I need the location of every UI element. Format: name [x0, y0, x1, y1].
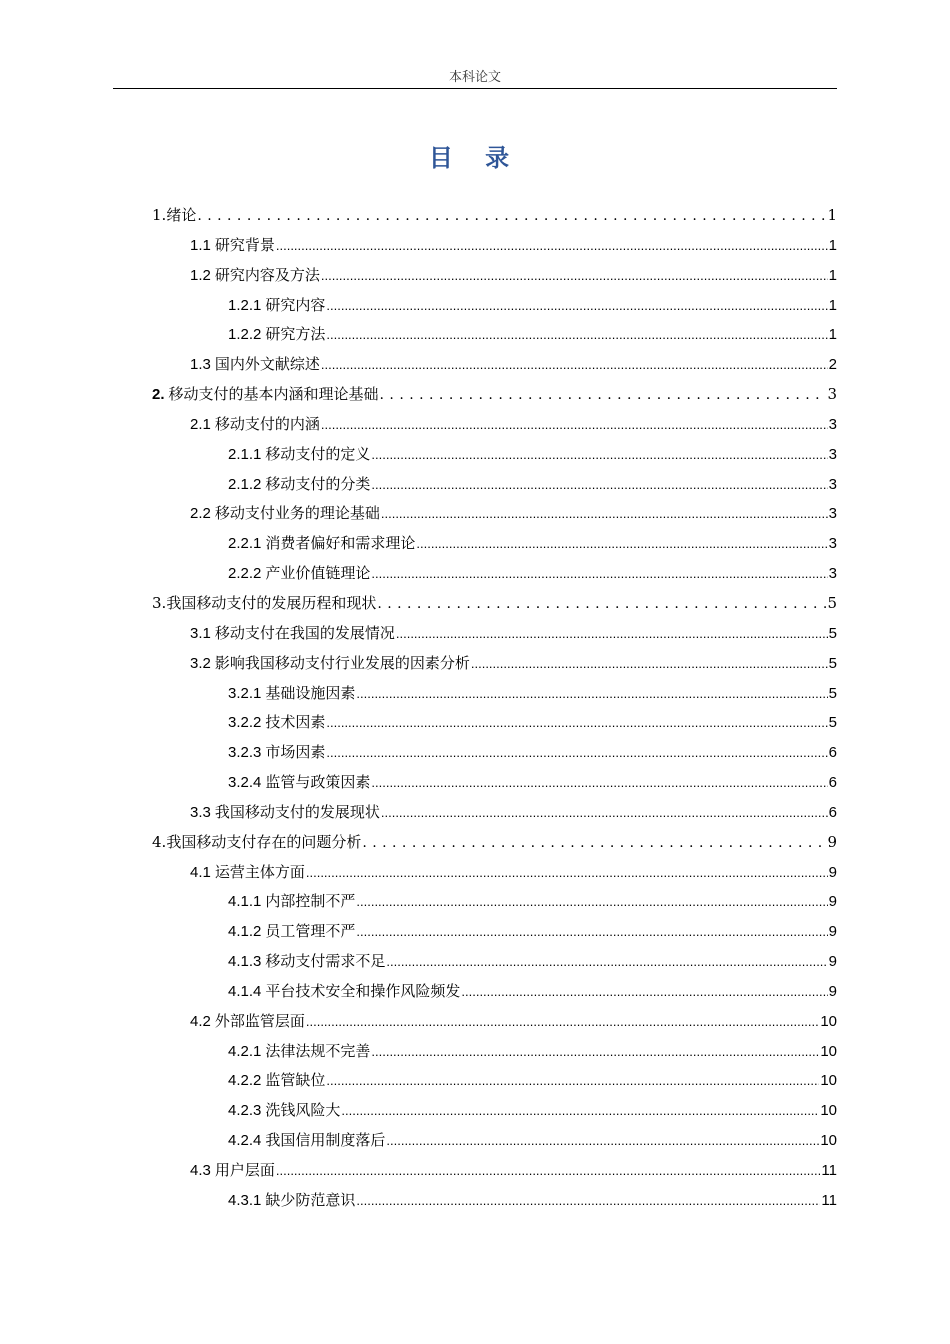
toc-entry-title: 移动支付的分类: [265, 474, 371, 493]
toc-entry-title: 移动支付的定义: [265, 444, 371, 463]
toc-entry[interactable]: [152, 708, 837, 738]
toc-entry[interactable]: [152, 619, 837, 649]
toc-entry-page: 1: [828, 266, 837, 284]
toc-entry-number: 1.2.1: [228, 296, 262, 314]
toc-dot-leader: [326, 708, 827, 738]
toc-entry-title: 我国信用制度落后: [265, 1131, 386, 1150]
toc-entry-number: 4.1: [190, 863, 211, 881]
toc-dot-leader: [276, 231, 828, 261]
toc-entry-number: 2.1.2: [228, 475, 262, 493]
toc-entry-number: 4.3.1: [228, 1191, 262, 1209]
toc-entry-page: 9: [828, 893, 837, 911]
toc-entry[interactable]: [152, 410, 837, 440]
toc-entry-page: 3: [828, 565, 837, 583]
toc-entry-number: 1.3: [190, 356, 211, 374]
toc-entry-number: 1.2.2: [228, 326, 262, 344]
toc-entry[interactable]: [152, 738, 837, 768]
table-of-contents: [152, 201, 837, 1216]
toc-entry-page: 2: [828, 356, 837, 374]
toc-entry[interactable]: [152, 1007, 837, 1037]
toc-entry-title: 市场因素: [265, 743, 326, 762]
toc-dot-leader: [371, 470, 827, 500]
toc-entry-title: 运营主体方面: [214, 862, 305, 881]
toc-entry-page: 10: [820, 1012, 837, 1030]
toc-entry[interactable]: [152, 350, 837, 380]
toc-dot-leader: [471, 649, 828, 679]
toc-entry-title: 监管缺位: [265, 1071, 326, 1090]
toc-entry-title: 国内外文献综述: [214, 355, 320, 374]
toc-entry-title: 影响我国移动支付行业发展的因素分析: [214, 653, 470, 672]
toc-dot-leader: [356, 679, 827, 709]
toc-entry-title: 我国移动支付存在的问题分析: [166, 832, 362, 851]
toc-entry-title: 内部控制不严: [265, 892, 356, 911]
toc-entry[interactable]: [152, 1037, 837, 1067]
toc-dot-leader: [321, 350, 828, 380]
toc-title: 目 录: [428, 144, 522, 172]
toc-entry-number: 2.1: [190, 415, 211, 433]
toc-entry[interactable]: [152, 1126, 837, 1156]
toc-entry-page: 6: [828, 803, 837, 821]
toc-entry-number: 3.2.4: [228, 774, 262, 792]
toc-entry-title: 洗钱风险大: [265, 1101, 341, 1120]
toc-entry[interactable]: [152, 649, 837, 679]
toc-entry-page: 1: [828, 326, 837, 344]
toc-dot-leader: [326, 320, 827, 350]
toc-entry-title: 绪论: [166, 206, 197, 224]
toc-dot-leader: [371, 559, 827, 589]
toc-entry-page: 10: [820, 1042, 837, 1060]
toc-entry-title: 移动支付业务的理论基础: [214, 504, 380, 523]
toc-entry[interactable]: [152, 1066, 837, 1096]
toc-entry[interactable]: [152, 1186, 837, 1216]
toc-entry-number: 4.1.1: [228, 893, 262, 911]
toc-entry-number: 4.2: [190, 1012, 211, 1030]
toc-entry-title: 我国移动支付的发展现状: [214, 802, 380, 821]
toc-entry-number: 3.3: [190, 803, 211, 821]
toc-entry[interactable]: [152, 768, 837, 798]
toc-entry-title: 外部监管层面: [214, 1011, 305, 1030]
toc-entry-page: 1: [827, 206, 837, 224]
toc-dot-leader: [326, 1066, 819, 1096]
toc-dot-leader: [306, 858, 828, 888]
toc-entry-page: 5: [828, 624, 837, 642]
toc-dot-leader: [356, 887, 827, 917]
toc-entry[interactable]: [152, 589, 837, 619]
toc-entry-page: 9: [828, 923, 837, 941]
toc-entry-title: 研究内容及方法: [214, 265, 320, 284]
toc-entry[interactable]: [152, 977, 837, 1007]
toc-entry-number: 4.1.2: [228, 923, 262, 941]
toc-entry[interactable]: [152, 1096, 837, 1126]
toc-entry-title: 消费者偏好和需求理论: [265, 534, 416, 553]
toc-entry[interactable]: [152, 917, 837, 947]
toc-entry-number: 3.2: [190, 654, 211, 672]
toc-entry-title: 我国移动支付的发展历程和现状: [166, 593, 377, 612]
toc-dot-leader: [276, 1156, 821, 1186]
toc-dot-leader: [416, 529, 827, 559]
toc-entry-page: 3: [828, 445, 837, 463]
toc-entry-page: 5: [828, 684, 837, 702]
toc-entry-title: 移动支付在我国的发展情况: [214, 623, 395, 642]
toc-entry-page: 1: [828, 236, 837, 254]
toc-entry[interactable]: [152, 440, 837, 470]
toc-entry-page: 11: [821, 1162, 837, 1179]
toc-entry-page: 1: [828, 296, 837, 314]
toc-entry[interactable]: [152, 291, 837, 321]
toc-dot-leader: [356, 917, 827, 947]
toc-dot-leader: [386, 947, 827, 977]
toc-entry-number: 4.2.3: [228, 1102, 262, 1120]
toc-entry-page: 3: [828, 415, 837, 433]
toc-entry-title: 产业价值链理论: [265, 564, 371, 583]
toc-entry[interactable]: [152, 679, 837, 709]
toc-entry-number: 3.1: [190, 624, 211, 642]
toc-entry[interactable]: [152, 828, 837, 858]
toc-entry-number: 2.: [152, 386, 165, 404]
toc-dot-leader: [326, 738, 827, 768]
toc-dot-leader: [371, 1037, 819, 1067]
toc-entry[interactable]: [152, 470, 837, 500]
toc-entry-page: 6: [828, 774, 837, 792]
toc-entry-page: 10: [820, 1102, 837, 1120]
toc-entry-number: 2.2.1: [228, 535, 262, 553]
toc-dot-leader: [381, 499, 828, 529]
toc-entry-page: 3: [828, 475, 837, 493]
toc-dot-leader: [396, 619, 828, 649]
toc-entry-title: 研究背景: [214, 235, 275, 254]
toc-entry[interactable]: [152, 261, 837, 291]
toc-entry-title: 研究方法: [265, 325, 326, 344]
toc-entry-page: 6: [828, 744, 837, 762]
toc-entry[interactable]: [152, 1156, 837, 1186]
toc-entry-number: 4.1.4: [228, 982, 262, 1000]
toc-entry[interactable]: [152, 529, 837, 559]
toc-entry-number: 4.1.3: [228, 953, 262, 971]
toc-entry-page: 9: [828, 982, 837, 1000]
toc-entry-number: 4.3: [190, 1162, 211, 1179]
toc-entry-number: 1.: [152, 206, 167, 224]
toc-dot-leader: [386, 1126, 819, 1156]
toc-entry-number: 2.2: [190, 505, 211, 523]
toc-dot-leader: [381, 798, 828, 828]
toc-entry-title: 研究内容: [265, 295, 326, 314]
toc-entry-page: 5: [828, 654, 837, 672]
toc-dot-leader: [377, 589, 826, 620]
toc-entry-number: 4.: [152, 832, 167, 851]
toc-entry-title: 员工管理不严: [265, 922, 356, 941]
page-header: 本科论文: [113, 66, 837, 89]
toc-entry-page: 11: [821, 1191, 837, 1209]
toc-dot-leader: [461, 977, 827, 1007]
toc-entry-page: 3: [828, 505, 837, 523]
toc-entry[interactable]: [152, 320, 837, 350]
toc-entry-title: 用户层面: [214, 1161, 275, 1179]
toc-dot-leader: [362, 828, 826, 859]
toc-dot-leader: [321, 261, 828, 291]
toc-dot-leader: [321, 410, 828, 440]
toc-entry-title: 技术因素: [265, 713, 326, 732]
toc-entry-page: 10: [820, 1072, 837, 1090]
toc-entry-page: 5: [827, 593, 837, 612]
toc-dot-leader: [306, 1007, 819, 1037]
toc-entry-number: 4.2.4: [228, 1132, 262, 1150]
toc-entry-number: 4.2.2: [228, 1072, 262, 1090]
toc-entry-number: 2.1.1: [228, 445, 262, 463]
toc-entry[interactable]: [152, 947, 837, 977]
toc-entry[interactable]: [152, 380, 837, 410]
toc-entry-page: 3: [827, 385, 837, 404]
toc-entry-title: 移动支付的基本内涵和理论基础: [168, 385, 379, 404]
toc-entry-page: 10: [820, 1132, 837, 1150]
toc-entry-number: 3.2.2: [228, 714, 262, 732]
toc-entry[interactable]: [152, 798, 837, 828]
toc-entry[interactable]: [152, 231, 837, 261]
toc-entry-title: 监管与政策因素: [265, 773, 371, 792]
toc-entry-page: 9: [828, 863, 837, 881]
toc-entry[interactable]: [152, 201, 837, 231]
toc-entry-number: 4.2.1: [228, 1042, 262, 1060]
toc-entry-page: 9: [827, 832, 837, 851]
toc-entry-page: 9: [828, 953, 837, 971]
toc-entry-number: 3.: [152, 593, 167, 612]
toc-entry-title: 基础设施因素: [265, 683, 356, 702]
toc-dot-leader: [326, 291, 827, 321]
toc-entry-title: 移动支付需求不足: [265, 952, 386, 971]
toc-entry-number: 3.2.3: [228, 744, 262, 762]
toc-dot-leader: [380, 380, 827, 411]
toc-entry-title: 缺少防范意识: [265, 1190, 356, 1209]
toc-entry[interactable]: [152, 887, 837, 917]
toc-dot-leader: [371, 768, 827, 798]
toc-entry-title: 移动支付的内涵: [214, 414, 320, 433]
toc-entry-title: 法律法规不完善: [265, 1041, 371, 1060]
toc-entry-number: 2.2.2: [228, 565, 262, 583]
toc-entry-page: 5: [828, 714, 837, 732]
toc-entry-number: 1.2: [190, 266, 211, 284]
toc-entry[interactable]: [152, 499, 837, 529]
toc-dot-leader: [341, 1096, 819, 1126]
toc-entry[interactable]: [152, 858, 837, 888]
toc-entry-number: 1.1: [190, 236, 211, 254]
toc-entry-number: 3.2.1: [228, 684, 262, 702]
toc-entry[interactable]: [152, 559, 837, 589]
toc-dot-leader: [371, 440, 827, 470]
toc-entry-title: 平台技术安全和操作风险频发: [265, 981, 461, 1000]
toc-entry-page: 3: [828, 535, 837, 553]
toc-dot-leader: [197, 201, 826, 232]
toc-dot-leader: [356, 1186, 820, 1216]
